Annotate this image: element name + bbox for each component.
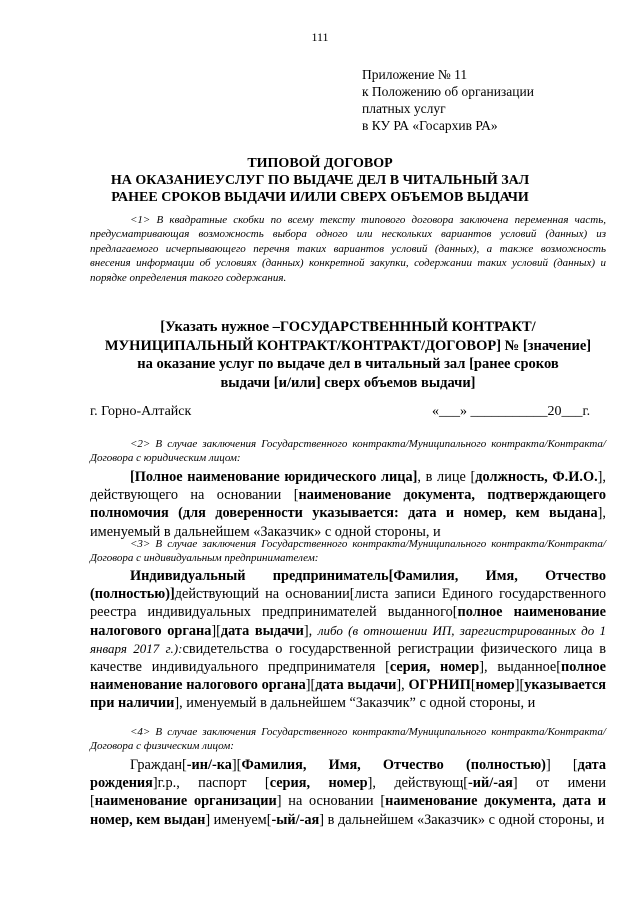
body-text: ] на основании [ bbox=[276, 793, 386, 810]
document-title bbox=[80, 155, 560, 206]
footnote-1: <1> В квадратные скобки по всему тексту типового договора заключена переменная часть, предусматривающая возможность выбора одного или нескольких вариантов условий (данных) из предлагаемого исчерпывающего перечня таких вариантов условий (данных), а также возможность внесения информации об условиях (данных) конкретной закупки, содержании таких условий (данных) и порядке определения такого содержания. bbox=[90, 214, 606, 284]
bold-field-text: дата рождения bbox=[90, 757, 606, 792]
bold-field-text: -ый/-ая bbox=[271, 811, 320, 828]
body-text: ][ bbox=[211, 622, 221, 639]
bold-field-text: Индивидуальный предприниматель[Фамилия, Имя, Отчество (полностью)] bbox=[90, 568, 606, 603]
appendix-note bbox=[362, 66, 534, 134]
bold-field-text: должность, Ф.И.О. bbox=[475, 469, 598, 485]
bold-field-text: дата выдачи bbox=[315, 677, 397, 694]
body-text: действующий на основании[листа записи Единого государственного реестра индивидуальных предпринимателей выданного[ bbox=[90, 586, 606, 621]
body-text: ], именуемый в дальнейшем «Заказчик» с одной стороны, и bbox=[90, 505, 606, 540]
body-text: ][ bbox=[514, 677, 525, 694]
body-text: ][ bbox=[305, 677, 316, 694]
footnote-4: <4> В случае заключения Государственного контракта/Муниципального контракта/Контракта/Договора с физическим лицом: bbox=[90, 726, 606, 753]
body-text: [ bbox=[470, 677, 476, 694]
body-text: ], выданное[ bbox=[479, 659, 562, 676]
bold-field-text: полное наименование налогового органа bbox=[90, 659, 606, 694]
title-line-1: ТИПОВОЙ ДОГОВОР bbox=[247, 156, 393, 171]
body-text: ] в дальнейшем «Заказчик» с одной стороны, и bbox=[319, 811, 605, 828]
footnote-2: <2> В случае заключения Государственного контракта/Муниципального контракта/Контракта/Договора с юридическим лицом: bbox=[90, 438, 606, 465]
paragraph-legal-entity bbox=[90, 468, 606, 541]
paragraph-natural-person bbox=[90, 756, 606, 829]
body-text: ], именуемый в дальнейшем “Заказчик” с одной стороны, и bbox=[174, 695, 536, 712]
body-text: ], bbox=[396, 677, 409, 694]
appendix-line-2: к Положению об организации bbox=[362, 84, 534, 99]
bold-field-text: Фамилия, Имя, Отчество (полностью) bbox=[241, 757, 546, 773]
bold-field-text: указывается при наличии bbox=[90, 677, 606, 712]
footnote-3: <3> В случае заключения Государственного контракта/Муниципального контракта/Контракта/Договора с индивидуальным предпринимателем: bbox=[90, 538, 606, 565]
contract-heading-line-4: выдачи [и/или] сверх объемов выдачи] bbox=[220, 374, 476, 391]
contract-heading-line-1: [Указать нужное –ГОСУДАРСТВЕНННЫЙ КОНТРАКТ/ bbox=[160, 319, 536, 335]
bold-field-text: номер bbox=[475, 677, 515, 694]
body-text: ] от имени [ bbox=[90, 775, 606, 810]
contract-date: «___» ___________20___г. bbox=[432, 404, 591, 419]
appendix-line-1: Приложение № 11 bbox=[362, 67, 468, 82]
bold-field-text: наименование документа, подтверждающего полномочия (для доверенности указывается: дата и номер, кем выдана bbox=[90, 487, 606, 522]
body-text: ] именуем[ bbox=[205, 811, 272, 828]
body-text: , в лице [ bbox=[417, 469, 476, 485]
body-text: ][ bbox=[231, 757, 242, 773]
bold-field-text: полное наименование налогового органа bbox=[90, 604, 606, 639]
bold-field-text: ОГРНИП bbox=[408, 677, 471, 694]
title-line-3: РАНЕЕ СРОКОВ ВЫДАЧИ И/ИЛИ СВЕРХ ОБЪЕМОВ ВЫДАЧИ bbox=[111, 190, 529, 205]
contract-heading bbox=[90, 318, 606, 392]
bold-field-text: [Полное наименование юридического лица] bbox=[130, 469, 418, 485]
bold-field-text: -ин/-ка bbox=[186, 757, 232, 773]
bold-field-text: -ий/-ая bbox=[468, 775, 513, 792]
body-text: ], bbox=[303, 622, 318, 639]
page-number: 111 bbox=[311, 30, 329, 44]
body-text: ]г.р., паспорт [ bbox=[152, 775, 270, 792]
body-text: свидетельства о государственной регистрации физического лица в качестве индивидуального предпринимателя [ bbox=[90, 640, 606, 676]
paragraph-individual-entrepreneur bbox=[90, 567, 606, 713]
contract-heading-line-2: МУНИЦИПАЛЬНЫЙ КОНТРАКТ/КОНТРАКТ/ДОГОВОР] № [значение] bbox=[104, 337, 592, 354]
bold-field-text: наименование организации bbox=[94, 793, 277, 810]
city: г. Горно-Алтайск bbox=[90, 404, 192, 419]
bold-field-text: серия, номер bbox=[269, 775, 368, 792]
bold-field-text: наименование документа, дата и номер, кем выдан bbox=[90, 793, 606, 828]
body-text: ], действующего на основании [ bbox=[90, 469, 606, 504]
italic-note-text: либо (в отношении ИП, зарегистрированных до 1 января 2017 г.): bbox=[90, 622, 606, 656]
appendix-line-3: платных услуг bbox=[362, 101, 446, 116]
body-text: Граждан[ bbox=[130, 757, 187, 773]
body-text: ], действующ[ bbox=[367, 775, 469, 792]
appendix-line-4: в КУ РА «Госархив РА» bbox=[362, 118, 498, 133]
bold-field-text: дата выдачи bbox=[220, 622, 304, 639]
title-line-2: НА ОКАЗАНИЕУСЛУГ ПО ВЫДАЧЕ ДЕЛ В ЧИТАЛЬНЫЙ ЗАЛ bbox=[110, 173, 530, 188]
bold-field-text: серия, номер bbox=[389, 659, 480, 676]
contract-heading-line-3: на оказание услуг по выдаче дел в читальный зал [ранее сроков bbox=[137, 356, 559, 372]
body-text: ] [ bbox=[545, 757, 578, 773]
